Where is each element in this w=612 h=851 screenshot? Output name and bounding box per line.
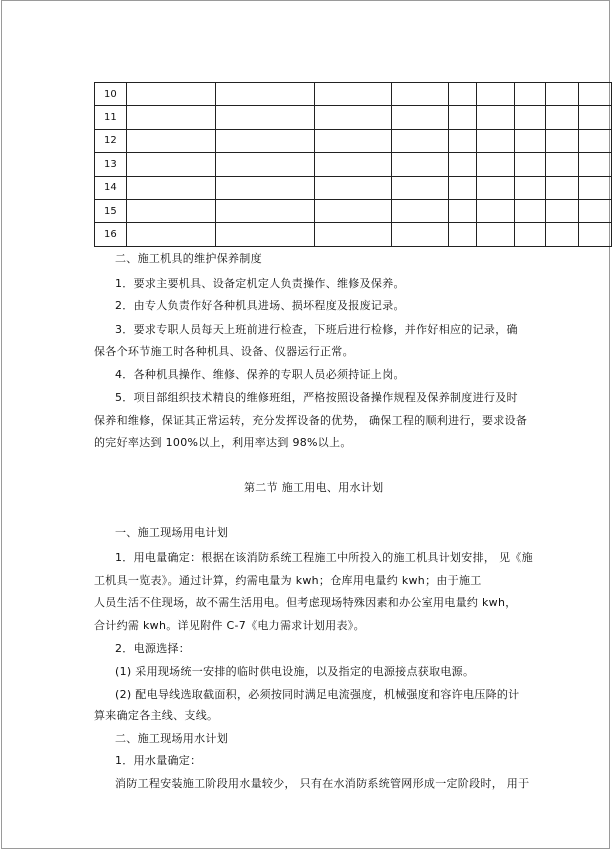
- table-cell: [477, 176, 515, 199]
- row-number: 14: [95, 176, 127, 199]
- table-cell: [392, 129, 449, 152]
- table-cell: [315, 223, 392, 246]
- table-row: [95, 129, 612, 152]
- table-row: [95, 176, 612, 199]
- electric-line-5: 2．电源选择：: [115, 642, 191, 655]
- table-cell: [315, 176, 392, 199]
- table-cell: [315, 153, 392, 176]
- table-row: [95, 106, 612, 129]
- table-cell: [127, 199, 216, 222]
- table-row: [95, 223, 612, 246]
- electric-line-3: 人员生活不住现场，故不需生活用电。但考虑现场特殊因素和办公室用电量约 kwh，: [94, 596, 517, 609]
- equipment-table: [94, 82, 612, 247]
- table-cell: [579, 129, 612, 152]
- row-number: 10: [95, 83, 127, 106]
- table-row: [95, 199, 612, 222]
- table-cell: [449, 223, 477, 246]
- electric-line-2: 工机具一览表》。通过计算，约需电量为 kwh；仓库用电量约 kwh；由于施工: [94, 574, 482, 587]
- table-cell: [477, 223, 515, 246]
- section-heading-maintenance: 二、施工机具的维护保养制度: [115, 252, 262, 265]
- row-number: 12: [95, 129, 127, 152]
- table-cell: [449, 83, 477, 106]
- table-cell: [315, 106, 392, 129]
- table-cell: [477, 199, 515, 222]
- table-cell: [546, 199, 579, 222]
- table-cell: [579, 83, 612, 106]
- table-cell: [579, 153, 612, 176]
- table-cell: [216, 199, 315, 222]
- table-cell: [216, 153, 315, 176]
- chapter-title: 第二节 施工用电、用水计划: [244, 481, 384, 494]
- table-cell: [392, 199, 449, 222]
- rule-4: 4．各种机具操作、维修、保养的专职人员必须持证上岗。: [115, 368, 405, 381]
- table-cell: [515, 176, 546, 199]
- table-cell: [315, 129, 392, 152]
- rule-2: 2．由专人负责作好各种机具进场、损坏程度及报废记录。: [115, 299, 405, 312]
- table-row: [95, 153, 612, 176]
- table-cell: [579, 176, 612, 199]
- table-cell: [515, 83, 546, 106]
- table-cell: [449, 176, 477, 199]
- water-line-1: 1．用水量确定：: [115, 754, 202, 767]
- water-heading: 二、施工现场用水计划: [115, 732, 228, 745]
- table-cell: [127, 176, 216, 199]
- table-cell: [127, 83, 216, 106]
- table-cell: [392, 153, 449, 176]
- table-cell: [449, 129, 477, 152]
- table-cell: [579, 106, 612, 129]
- water-line-2: 消防工程安装施工阶段用水量较少， 只有在水消防系统管网形成一定阶段时， 用于: [115, 777, 530, 790]
- rule-5: 5．项目部组织技术精良的维修班组，严格按照设备操作规程及保养制度进行及时: [115, 391, 518, 404]
- rule-1: 1．要求主要机具、设备定机定人负责操作、维修及保养。: [115, 277, 405, 290]
- electric-line-7: (2) 配电导线选取截面积，必须按同时满足电流强度，机械强度和容许电压降的计: [115, 688, 520, 701]
- table-cell: [127, 223, 216, 246]
- table-cell: [546, 176, 579, 199]
- rule-5-cont-1: 保养和维修，保证其正常运转，充分发挥设备的优势， 确保工程的顺利进行，要求设备: [94, 414, 528, 427]
- table-cell: [546, 129, 579, 152]
- electric-line-6: (1) 采用现场统一安排的临时供电设施，以及指定的电源接点获取电源。: [115, 665, 475, 678]
- rule-5-cont-2: 的完好率达到 100%以上，利用率达到 98%以上。: [94, 436, 352, 449]
- table-cell: [579, 199, 612, 222]
- table-cell: [546, 83, 579, 106]
- row-number: 16: [95, 223, 127, 246]
- table-cell: [515, 106, 546, 129]
- table-cell: [127, 129, 216, 152]
- table-cell: [315, 199, 392, 222]
- table-cell: [392, 83, 449, 106]
- electric-line-8: 算来确定各主线、支线。: [94, 709, 219, 722]
- table-cell: [477, 106, 515, 129]
- row-number: 11: [95, 106, 127, 129]
- table-cell: [216, 176, 315, 199]
- table-cell: [449, 106, 477, 129]
- table-cell: [546, 153, 579, 176]
- table-cell: [449, 199, 477, 222]
- table-cell: [515, 129, 546, 152]
- table-cell: [546, 106, 579, 129]
- table-cell: [477, 129, 515, 152]
- table-cell: [216, 129, 315, 152]
- table-cell: [449, 153, 477, 176]
- table-cell: [515, 153, 546, 176]
- table-cell: [477, 83, 515, 106]
- table-cell: [515, 223, 546, 246]
- table-cell: [392, 176, 449, 199]
- rule-3-cont: 保各个环节施工时各种机具、设备、仪器运行正常。: [94, 345, 354, 358]
- table-cell: [477, 153, 515, 176]
- table-cell: [515, 199, 546, 222]
- electric-line-1: 1．用电量确定：根据在该消防系统工程施工中所投入的施工机具计划安排， 见《施: [115, 551, 533, 564]
- table-cell: [127, 106, 216, 129]
- electric-heading: 一、施工现场用电计划: [115, 526, 228, 539]
- row-number: 13: [95, 153, 127, 176]
- table-row: [95, 83, 612, 106]
- table-cell: [216, 106, 315, 129]
- table-cell: [216, 83, 315, 106]
- table-cell: [127, 153, 216, 176]
- table-cell: [579, 223, 612, 246]
- table-cell: [392, 106, 449, 129]
- table-cell: [392, 223, 449, 246]
- row-number: 15: [95, 199, 127, 222]
- table-cell: [216, 223, 315, 246]
- table-cell: [315, 83, 392, 106]
- rule-3: 3．要求专职人员每天上班前进行检查，下班后进行检修，并作好相应的记录，确: [115, 323, 518, 336]
- electric-line-4: 合计约需 kwh。详见附件 C-7《电力需求计划用表》。: [94, 619, 365, 632]
- table-cell: [546, 223, 579, 246]
